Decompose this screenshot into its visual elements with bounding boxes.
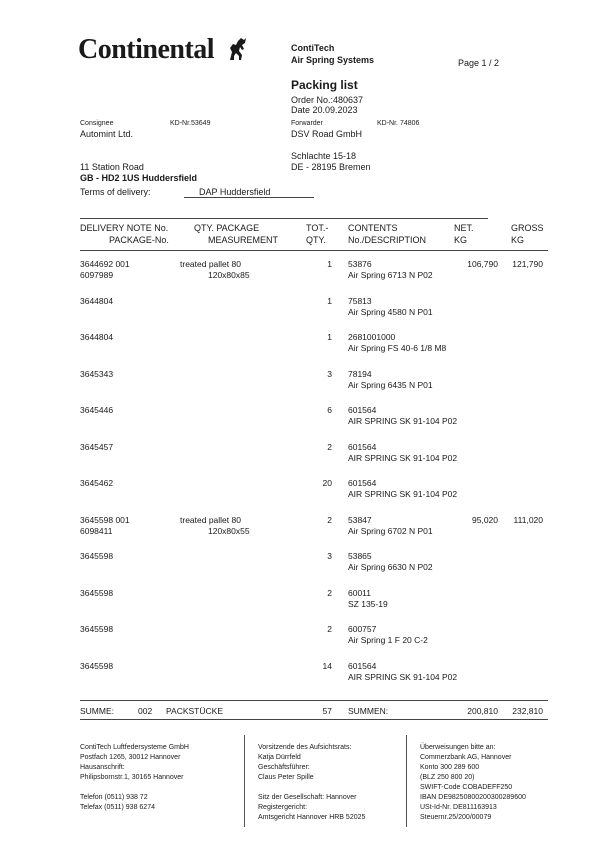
consignee-street: 11 Station Road: [80, 162, 144, 172]
row-total-qty: 14: [322, 661, 332, 671]
row-description: Air Spring FS 40-6 1/8 M8: [348, 343, 447, 353]
row-total-qty: 1: [327, 332, 332, 342]
row-delivery-note: 3644804: [80, 296, 114, 306]
row-net-kg: 106,790: [467, 259, 498, 269]
footer-line: Claus Peter Spille: [258, 774, 314, 781]
row-total-qty: 20: [322, 478, 332, 488]
row-gross-kg: 111,020: [513, 515, 543, 525]
col-measurement-header: MEASUREMENT: [208, 235, 279, 245]
footer-line: Telefon (0511) 938 72: [80, 794, 148, 801]
row-total-qty: 3: [327, 551, 332, 561]
row-net-kg: 95,020: [472, 515, 498, 525]
row-delivery-note: 3645598: [80, 624, 114, 634]
footer-line: Amtsgericht Hannover HRB 52025: [258, 814, 366, 821]
row-total-qty: 1: [327, 259, 332, 269]
col-net-header: NET.: [454, 223, 474, 233]
row-package-no: 6098411: [80, 526, 113, 536]
row-description: AIR SPRING SK 91-104 P02: [348, 672, 458, 682]
row-package-no: 6097989: [80, 270, 114, 280]
summe-unit: PACKSTÜCKE: [166, 706, 223, 716]
row-delivery-note: 3645598 001: [80, 515, 130, 525]
summen-net: 200,810: [467, 706, 498, 716]
col-package-header: PACKAGE-No.: [109, 235, 169, 245]
row-description: Air Spring 6702 N P01: [348, 526, 433, 536]
row-total-qty: 6: [327, 405, 332, 415]
footer-line: Registergericht:: [258, 804, 308, 811]
row-total-qty: 2: [327, 624, 332, 634]
row-content-code: 2681001000: [348, 332, 396, 342]
col-qty-header: QTY.: [306, 235, 326, 245]
row-content-code: 75813: [348, 296, 372, 306]
row-content-code: 601564: [348, 478, 377, 488]
continental-logo: Continental: [78, 34, 215, 65]
footer-line: Geschäftsführer:: [258, 764, 310, 771]
row-delivery-note: 3645598: [80, 588, 114, 598]
summe-label: SUMME:: [80, 706, 114, 716]
forwarder-street: Schlachte 15-18: [291, 151, 357, 161]
row-delivery-note: 3644692 001: [80, 259, 130, 269]
row-delivery-note: 3645598: [80, 661, 114, 671]
summen-label: SUMMEN:: [348, 706, 389, 716]
row-total-qty: 2: [327, 588, 332, 598]
row-total-qty: 3: [327, 369, 332, 379]
col-qty-package-header: QTY. PACKAGE: [194, 223, 260, 233]
footer-line: IBAN DE98250800200300289600: [420, 794, 526, 801]
footer-line: Katja Dürrfeld: [258, 754, 301, 761]
row-description: SZ 135-19: [348, 599, 388, 609]
order-number: Order No.:480637: [291, 95, 364, 105]
summe-count: 002: [138, 706, 153, 716]
row-content-code: 601564: [348, 661, 377, 671]
footer-line: Konto 300 289 600: [420, 764, 480, 771]
forwarder-city: DE - 28195 Bremen: [291, 162, 371, 172]
row-description: Air Spring 6630 N P02: [348, 562, 433, 572]
page-number: Page 1 / 2: [458, 58, 500, 68]
row-content-code: 601564: [348, 405, 377, 415]
row-package-type: treated pallet 80: [180, 515, 241, 525]
footer-bank-info: [420, 743, 526, 823]
footer-line: Telefax (0511) 938 6274: [80, 804, 155, 811]
row-total-qty: 2: [327, 515, 332, 525]
col-contents-header: CONTENTS: [348, 223, 398, 233]
footer-management-info: [258, 743, 365, 823]
row-description: AIR SPRING SK 91-104 P02: [348, 453, 458, 463]
col-delivery-header: DELIVERY NOTE No.: [80, 223, 169, 233]
horse-logo-icon: [226, 36, 248, 62]
consignee-name: Automint Ltd.: [80, 129, 134, 139]
footer-line: [80, 783, 189, 793]
footer-line: Philipsbornstr.1, 30165 Hannover: [80, 774, 184, 781]
terms-label: Terms of delivery:: [80, 187, 151, 197]
row-description: Air Spring 6435 N P01: [348, 380, 433, 390]
summen-gross: 232,810: [512, 706, 543, 716]
row-description: Air Spring 6713 N P02: [348, 270, 433, 280]
footer-line: ContiTech Luftfedersysteme GmbH: [80, 744, 189, 751]
row-package-type: treated pallet 80: [180, 259, 241, 269]
row-description: AIR SPRING SK 91-104 P02: [348, 489, 458, 499]
row-total-qty: 1: [327, 296, 332, 306]
col-net-unit: KG: [454, 235, 468, 245]
table-header-rule: [80, 250, 548, 251]
row-gross-kg: 121,790: [512, 259, 543, 269]
row-delivery-note: 3644804: [80, 332, 114, 342]
row-description: AIR SPRING SK 91-104 P02: [348, 416, 458, 426]
consignee-label: Consignee: [80, 120, 114, 127]
terms-value: DAP Huddersfield: [199, 187, 271, 197]
forwarder-kd: KD-Nr. 74806: [377, 120, 420, 127]
row-delivery-note: 3645343: [80, 369, 114, 379]
footer-line: Hausanschrift:: [80, 764, 125, 771]
footer-line: Steuernr.25/200/00079: [420, 814, 492, 821]
row-content-code: 78194: [348, 369, 372, 379]
row-measurement: 120x80x55: [208, 526, 250, 536]
row-description: Air Spring 4580 N P01: [348, 307, 433, 317]
footer-line: (BLZ 250 800 20): [420, 774, 475, 781]
forwarder-name: DSV Road GmbH: [291, 129, 363, 139]
footer-line: Sitz der Gesellschaft: Hannover: [258, 794, 357, 801]
footer-line: Postfach 1265, 30012 Hannover: [80, 754, 181, 761]
table-top-rule: [80, 218, 488, 219]
col-gross-unit: KG: [511, 235, 525, 245]
col-tot-header: TOT.-: [306, 223, 329, 233]
document-title: Packing list: [291, 78, 358, 92]
consignee-city: GB - HD2 1US Huddersfield: [80, 173, 198, 183]
forwarder-label: Forwarder: [291, 120, 323, 127]
footer-line: [258, 783, 365, 793]
footer-line: USt-Id-Nr. DE811163913: [420, 804, 497, 811]
row-delivery-note: 3645457: [80, 442, 114, 452]
summe-qty: 57: [322, 706, 332, 716]
col-description-header: No./DESCRIPTION: [348, 235, 427, 245]
company-division: Air Spring Systems: [291, 55, 375, 65]
row-delivery-note: 3645462: [80, 478, 114, 488]
footer-line: Vorsitzende des Aufsichtsrats:: [258, 744, 352, 751]
row-description: Air Spring 1 F 20 C-2: [348, 635, 428, 645]
row-delivery-note: 3645446: [80, 405, 114, 415]
row-content-code: 600757: [348, 624, 377, 634]
totals-bottom-rule: [80, 719, 548, 720]
row-content-code: 60011: [348, 588, 372, 598]
row-content-code: 601564: [348, 442, 377, 452]
footer-line: Überweisungen bitte an:: [420, 744, 496, 751]
document-date: Date 20.09.2023: [291, 105, 358, 115]
row-measurement: 120x80x85: [208, 270, 250, 280]
footer-company-info: [80, 743, 189, 813]
row-content-code: 53865: [348, 551, 372, 561]
footer-line: Commerzbank AG, Hannover: [420, 754, 512, 761]
company-name: ContiTech: [291, 43, 335, 53]
row-total-qty: 2: [327, 442, 332, 452]
totals-rule: [80, 700, 548, 701]
footer-line: SWIFT-Code COBADEFF250: [420, 784, 513, 791]
consignee-kd: KD-Nr.53649: [170, 120, 211, 127]
row-content-code: 53876: [348, 259, 372, 269]
row-delivery-note: 3645598: [80, 551, 114, 561]
row-content-code: 53847: [348, 515, 372, 525]
col-gross-header: GROSS: [511, 223, 544, 233]
